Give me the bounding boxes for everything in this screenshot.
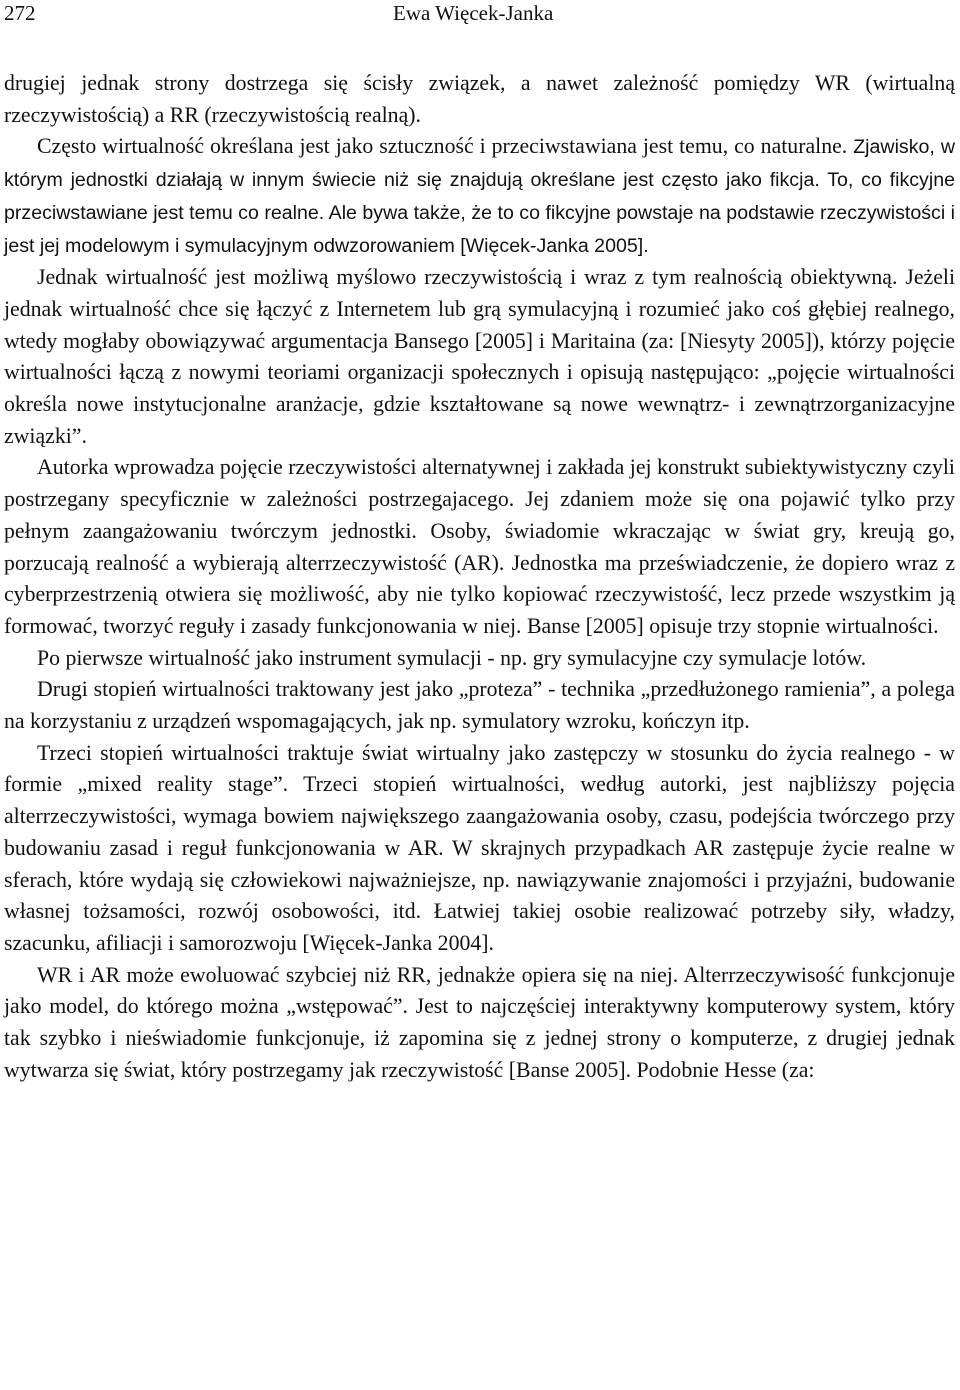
paragraph-first-degree: Po pierwsze wirtualność jako instrument symulacji - np. gry symulacyjne czy symulacje lotów. xyxy=(37,645,867,670)
paragraph-continuation: drugiej jednak strony dostrzega się ścisły związek, a nawet zależność pomiędzy WR (wirtualną rzeczywistością) a RR (rzeczywistością realną). xyxy=(4,71,955,127)
page-number: 272 xyxy=(4,1,36,25)
running-title-author: Ewa Więcek-Janka xyxy=(393,1,554,25)
paragraph-virtuality-serif: Często wirtualność określana jest jako sztuczność i przeciwstawiana jest temu, co naturalne. xyxy=(37,134,854,159)
paragraph-second-degree: Drugi stopień wirtualności traktowany jest jako „proteza” - technika „przedłużonego ramienia”, a polega na korzystaniu z urządzeń wspomagających, jak np. symulatory wzroku, kończyn itp. xyxy=(4,677,955,734)
paragraph-third-degree: Trzeci stopień wirtualności traktuje świat wirtualny jako zastępczy w stosunku do życia realnego - w formie „mixed reality stage”. Trzeci stopień wirtualności, według autorki, jest najbliższy pojęcia alterrzeczywistości, wymaga bowiem największego zaangażowania osoby, czasu, podejścia twórczego przy budowaniu zasad i reguł funkcjonowania w AR. W skrajnych przypadkach AR zastępuje życie realne w sferach, które wydają się człowiekowi najważniejsze, np. nawiązywanie znajomości i przyjaźni, budowanie własnej tożsamości, rozwój osobowości, itd. Łatwiej takiej osobie realizować potrzeby siły, władzy, szacunku, afiliacji i samorozwoju [Więcek-Janka 2004]. xyxy=(4,740,955,955)
body-text xyxy=(4,68,955,1087)
paragraph-virtuality-reality: Jednak wirtualność jest możliwą myślowo rzeczywistością i wraz z tym realnością obiektywną. Jeżeli jednak wirtualność chce się łączyć z Internetem lub grą symulacyjną i rozumieć jako coś głębiej realnego, wtedy mogłaby obowiązywać argumentacja Bansego [2005] i Maritaina (za: [Niesyty 2005]), którzy pojęcie wirtualności łączą z nowymi teoriami organizacji społecznych i opisują następująco: „pojęcie wirtualności określa nowe instytucjonalne aranżacje, gdzie kształtowane są nowe wewnątrz- i zewnątrzorganizacyjne związki”. xyxy=(4,265,955,448)
paragraph-wr-ar: WR i AR może ewoluować szybciej niż RR, jednakże opiera się na niej. Alterrzeczywisość funkcjonuje jako model, do którego można „wstępować”. Jest to najczęściej interaktywny komputerowy system, który tak szybko i nieświadomie funkcjonuje, iż zapomina się z jednej strony o komputerze, z drugiej jednak wytwarza się świat, który postrzegamy jak rzeczywistość [Banse 2005]. Podobnie Hesse (za: xyxy=(4,962,955,1082)
paragraph-alternative-reality: Autorka wprowadza pojęcie rzeczywistości alternatywnej i zakłada jej konstrukt subiektywistyczny czyli postrzegany specyficznie w zależności postrzegajacego. Jej zdaniem może się ona pojawić tylko przy pełnym zaangażowaniu twórczym jednostki. Osoby, świadomie wkraczając w świat gry, kreują go, porzucają realność a wybierają alterrzeczywistość (AR). Jednostka ma przeświadczenie, że dopiero wraz z cyberprzestrzenią otwiera się możliwość, aby nie tylko kopiować rzeczywistość, lecz przede wszystkim ją formować, tworzyć reguły i zasady funkcjonowania w niej. Banse [2005] opisuje trzy stopnie wirtualności. xyxy=(4,455,955,638)
paragraph-virtuality-fiction xyxy=(4,131,955,262)
paragraph-virtuality-sans: Zjawisko, w którym jednostki działają w innym świecie niż się znajdują określane jest często jako fikcja. To, co fikcyjne przeciwstawiane jest temu co realne. Ale bywa także, że to co fikcyjne powstaje na podstawie rzeczywistości i jest jej modelowym i symulacyjnym odwzorowaniem [Więcek-Janka 2005]. xyxy=(4,136,955,257)
running-head xyxy=(0,0,960,26)
